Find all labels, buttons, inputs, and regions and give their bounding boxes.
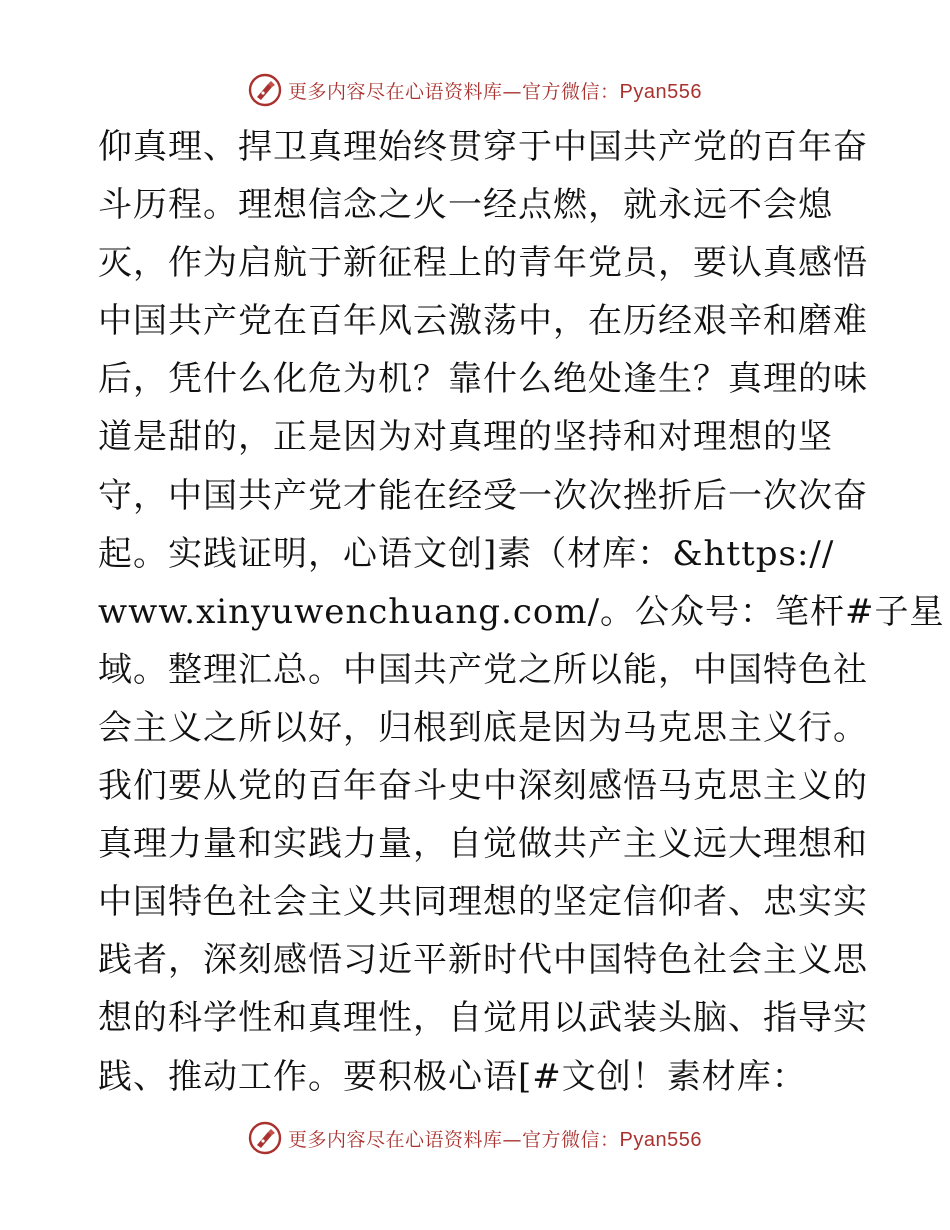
footer-banner-main: 更多内容尽在心语资料库: [288, 1128, 503, 1151]
header-banner-main: 更多内容尽在心语资料库: [288, 80, 503, 103]
text-line: 斗历程。理想信念之火一经点燃，就永远不会熄: [98, 185, 833, 226]
text-line: 仰真理、捍卫真理始终贯穿于中国共产党的百年奋: [98, 127, 868, 167]
pen-nib-logo-icon: [248, 73, 282, 107]
text-line: 真理力量和实践力量，自觉做共产主义远大理想和: [98, 824, 868, 865]
footer-banner-text: [288, 1125, 702, 1152]
text-line: 道是甜的，正是因为对真理的坚持和对理想的坚: [98, 417, 833, 458]
document-body: [98, 118, 945, 1106]
text-line: 域。整理汇总。中国共产党之所以能，中国特色社: [98, 649, 868, 690]
pen-nib-logo-icon: [248, 1121, 282, 1155]
header-banner-wechat: 官方微信：: [522, 80, 620, 103]
text-line: 想的科学性和真理性，自觉用以武装头脑、指导实: [98, 998, 868, 1039]
header-banner-id: Pyan556: [619, 80, 702, 103]
header-banner-text: [288, 77, 702, 104]
text-line: 我们要从党的百年奋斗史中深刻感悟马克思主义的: [98, 766, 868, 807]
text-line: 践、推动工作。要积极心语[#文创！素材库：: [98, 1056, 807, 1097]
footer-banner-wechat: 官方微信：: [522, 1128, 620, 1151]
header-banner: [0, 70, 950, 110]
text-line: 守，中国共产党才能在经受一次次挫折后一次次奋: [98, 475, 868, 516]
text-line: 灭，作为启航于新征程上的青年党员，要认真感悟: [98, 243, 868, 284]
header-banner-sep: —: [502, 80, 523, 103]
text-line: 后，凭什么化危为机？靠什么绝处逢生？真理的味: [98, 359, 868, 400]
footer-banner-id: Pyan556: [619, 1128, 702, 1151]
footer-banner-sep: —: [502, 1128, 523, 1151]
text-line: 中国共产党在百年风云激荡中，在历经艰辛和磨难: [98, 301, 868, 342]
text-line: 中国特色社会主义共同理想的坚定信仰者、忠实实: [98, 882, 868, 923]
text-line: 起。实践证明，心语文创]素（材库：&https://: [98, 533, 835, 574]
text-line: 践者，深刻感悟习近平新时代中国特色社会主义思: [98, 940, 868, 981]
text-line: www.xinyuwenchuang.com/。公众号：笔杆#子星: [98, 591, 945, 632]
text-line: 会主义之所以好，归根到底是因为马克思主义行。: [98, 707, 868, 748]
footer-banner: [0, 1118, 950, 1158]
